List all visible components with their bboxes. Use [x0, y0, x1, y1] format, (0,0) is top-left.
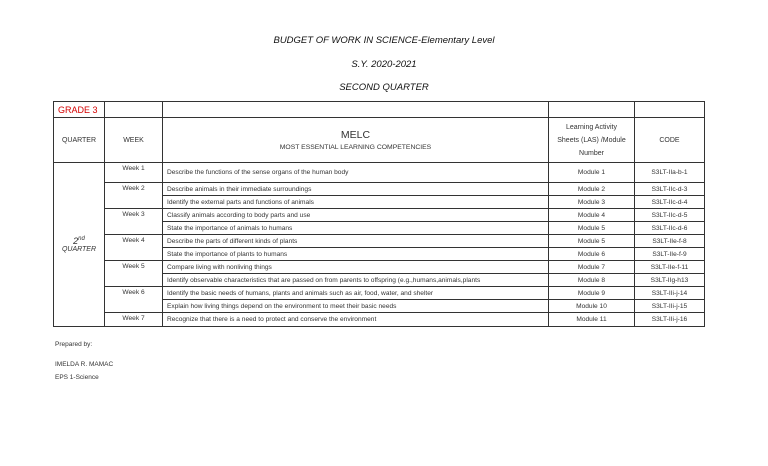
code-header: CODE	[635, 118, 705, 163]
header-row	[54, 118, 705, 163]
module-cell: Module 3	[549, 196, 635, 209]
module-cell: Module 2	[549, 183, 635, 196]
code-cell: S3LT-IIc-d-3	[635, 183, 705, 196]
competency-cell: Explain how living things depend on the environment to meet their basic needs	[163, 300, 549, 313]
competency-cell: Describe animals in their immediate surroundings	[163, 183, 549, 196]
melc-title: MELC	[340, 129, 371, 141]
quarter-number: 2nd	[73, 236, 85, 246]
code-cell: S3LT-IIe-f-11	[635, 261, 705, 274]
quarter-heading: SECOND QUARTER	[339, 82, 429, 93]
melc-header	[163, 118, 549, 163]
competency-cell: Identify observable characteristics that are passed on from parents to offspring (e.g.,humans,animals,plants	[163, 274, 549, 287]
competency-cell: Identify the external parts and functions of animals	[163, 196, 549, 209]
code-cell: S3LT-IIc-d-4	[635, 196, 705, 209]
week-cell: Week 4	[105, 235, 163, 261]
week-cell: Week 5	[105, 261, 163, 287]
code-cell: S3LT-IIi-j-16	[635, 313, 705, 327]
competency-cell: State the importance of animals to humans	[163, 222, 549, 235]
module-cell: Module 10	[549, 300, 635, 313]
school-year: S.Y. 2020-2021	[351, 59, 417, 70]
table-row	[54, 183, 705, 196]
competency-cell: Describe the functions of the sense organs of the human body	[163, 163, 549, 183]
week-cell: Week 3	[105, 209, 163, 235]
module-cell: Module 9	[549, 287, 635, 300]
quarter-label: QUARTER	[61, 246, 97, 253]
code-cell: S3LT-IIc-d-5	[635, 209, 705, 222]
quarter-cell	[54, 163, 105, 327]
module-cell: Module 1	[549, 163, 635, 183]
table-row	[54, 261, 705, 274]
document-title: BUDGET OF WORK IN SCIENCE-Elementary Level	[273, 35, 495, 46]
competency-cell: Classify animals according to body parts and use	[163, 209, 549, 222]
code-cell: S3LT-IIe-f-9	[635, 248, 705, 261]
melc-subtitle: MOST ESSENTIAL LEARNING COMPETENCIES	[279, 144, 432, 151]
quarter-header: QUARTER	[54, 118, 105, 163]
competency-cell: Compare living with nonliving things	[163, 261, 549, 274]
table-row	[54, 209, 705, 222]
module-cell: Module 8	[549, 274, 635, 287]
table-row	[54, 163, 705, 183]
code-cell: S3LT-IIi-j-15	[635, 300, 705, 313]
week-cell: Week 6	[105, 287, 163, 313]
week-cell: Week 2	[105, 183, 163, 209]
week-header: WEEK	[105, 118, 163, 163]
module-cell: Module 6	[549, 248, 635, 261]
grade-row	[54, 102, 705, 118]
week-cell: Week 7	[105, 313, 163, 327]
competency-cell: State the importance of plants to humans	[163, 248, 549, 261]
module-cell: Module 4	[549, 209, 635, 222]
table-row	[54, 313, 705, 327]
grade-label: GRADE 3	[54, 102, 105, 118]
preparer-position: EPS 1-Science	[55, 374, 99, 381]
code-cell: S3LT-IIg-h13	[635, 274, 705, 287]
table-row	[54, 235, 705, 248]
preparer-name: IMELDA R. MAMAC	[55, 361, 114, 368]
module-cell: Module 11	[549, 313, 635, 327]
competency-cell: Identify the basic needs of humans, plants and animals such as air, food, water, and shelter	[163, 287, 549, 300]
module-cell: Module 5	[549, 235, 635, 248]
las-header: Learning Activity Sheets (LAS) /Module Number	[549, 118, 635, 163]
code-cell: S3LT-IIc-d-6	[635, 222, 705, 235]
code-cell: S3LT-IIe-f-8	[635, 235, 705, 248]
code-cell: S3LT-IIa-b-1	[635, 163, 705, 183]
budget-table	[53, 101, 705, 327]
competency-cell: Describe the parts of different kinds of plants	[163, 235, 549, 248]
week-cell: Week 1	[105, 163, 163, 183]
module-cell: Module 5	[549, 222, 635, 235]
competency-cell: Recognize that there is a need to protect and conserve the environment	[163, 313, 549, 327]
code-cell: S3LT-IIi-j-14	[635, 287, 705, 300]
module-cell: Module 7	[549, 261, 635, 274]
prepared-by-label: Prepared by:	[55, 341, 93, 348]
table-row	[54, 287, 705, 300]
